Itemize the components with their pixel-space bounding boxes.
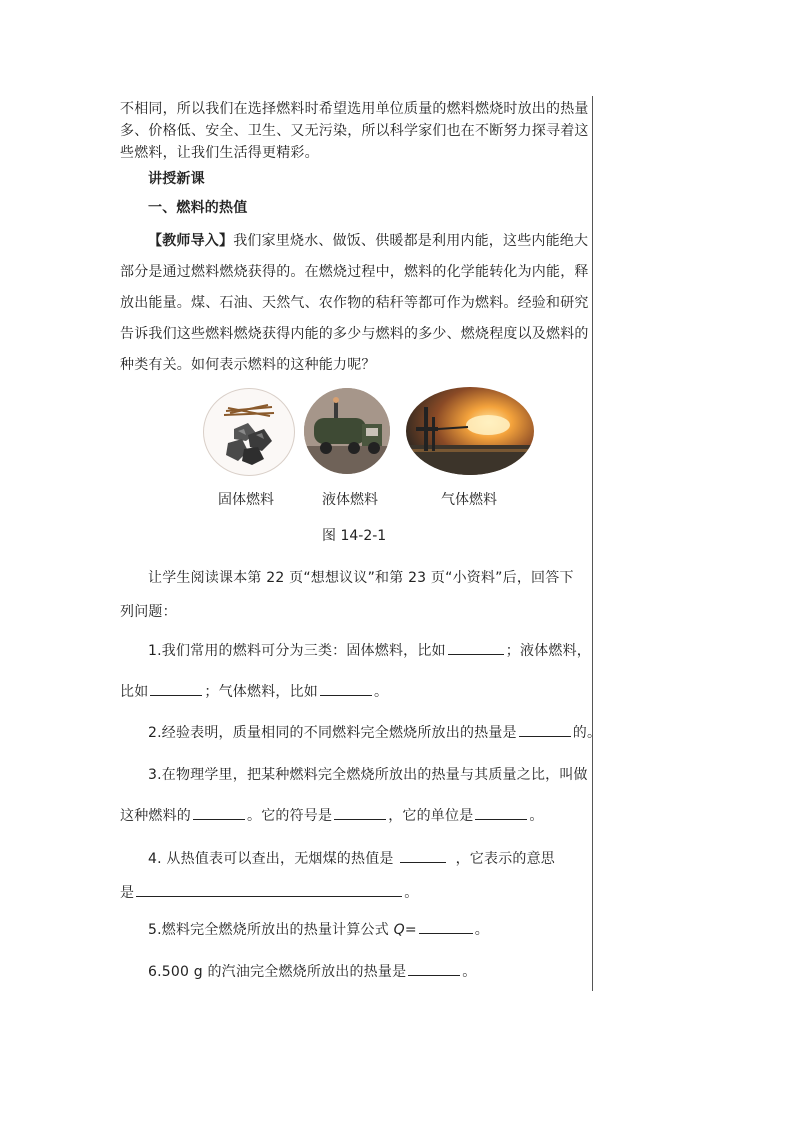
answer-blank-unit[interactable] (475, 807, 527, 820)
teacher-line-2: 部分是通过燃料燃烧获得的。在燃烧过程中，燃料的化学能转化为内能，释 (120, 264, 589, 280)
q1-text-e: 。 (374, 684, 389, 700)
q3-text-e: 。 (529, 808, 544, 824)
question-1-line-1 (148, 640, 591, 660)
caption-gas-fuel: 气体燃料 (441, 492, 497, 508)
intro-line-1: 不相同，所以我们在选择燃料时希望选用单位质量的燃料燃烧时放出的热量 (120, 101, 589, 117)
teacher-line-1-text: 我们家里烧水、做饭、供暖都是利用内能，这些内能绝大 (233, 233, 589, 249)
gas-flare-icon (406, 387, 534, 475)
answer-blank-symbol[interactable] (334, 807, 386, 820)
q3-text-b: 这种燃料的 (120, 808, 191, 824)
q3-text-d: ，它的单位是 (388, 808, 474, 824)
answer-blank-gasoline[interactable] (408, 963, 460, 976)
caption-solid-fuel: 固体燃料 (218, 492, 274, 508)
q6-text-b: 。 (462, 964, 477, 980)
answer-blank-meaning[interactable] (136, 884, 402, 897)
teacher-line-3: 放出能量。煤、石油、天然气、农作物的秸秆等都可作为燃料。经验和研究 (120, 295, 589, 311)
gas-fuel-image (406, 387, 534, 475)
teacher-line-5: 种类有关。如何表示燃料的这种能力呢？ (120, 357, 376, 373)
figure-title: 图 14-2-1 (322, 528, 387, 544)
tanker-truck-icon (304, 388, 390, 474)
q1-text-b: ；液体燃料， (505, 643, 591, 659)
q5-text-b: = (404, 922, 417, 938)
q6-text-a: 6.500 g 的汽油完全燃烧所放出的热量是 (148, 964, 407, 980)
q4-text-c: 是 (120, 885, 135, 901)
margin-rule (592, 96, 593, 991)
answer-blank-heat[interactable] (519, 724, 571, 737)
answer-blank-solid[interactable] (448, 642, 504, 655)
q3-text-c: 。它的符号是 (247, 808, 333, 824)
reading-line-2: 列问题： (120, 604, 177, 620)
q5-text-a: 5.燃料完全燃烧所放出的热量计算公式 (148, 922, 394, 938)
answer-blank-gas[interactable] (320, 683, 372, 696)
intro-line-2: 多、价格低、安全、卫生、又无污染，所以科学家们也在不断努力探寻着这 (120, 123, 589, 139)
heading-lecture: 讲授新课 (148, 171, 205, 187)
q4-text-b: ，它表示的意思 (455, 851, 556, 867)
question-3-line-2 (120, 805, 544, 825)
teacher-line-4: 告诉我们这些燃料燃烧获得内能的多少与燃料的多少、燃烧程度以及燃料的 (120, 326, 589, 342)
q1-text-c: 比如 (120, 684, 149, 700)
q1-text-d: ；气体燃料，比如 (204, 684, 319, 700)
intro-line-3: 些燃料，让我们生活得更精彩。 (120, 145, 319, 161)
answer-blank-name[interactable] (193, 807, 245, 820)
teacher-tag: 【教师导入】 (148, 233, 234, 249)
caption-liquid-fuel: 液体燃料 (322, 492, 378, 508)
answer-blank-coal-value[interactable] (400, 850, 446, 863)
q2-text-a: 2.经验表明，质量相同的不同燃料完全燃烧所放出的热量是 (148, 725, 517, 741)
question-3-line-1: 3.在物理学里，把某种燃料完全燃烧所放出的热量与其质量之比，叫做 (148, 767, 588, 783)
liquid-fuel-image (304, 388, 390, 474)
q5-variable: Q (393, 922, 405, 938)
teacher-line-1 (148, 230, 588, 250)
question-2 (148, 722, 601, 742)
coal-and-straw-icon (204, 389, 294, 475)
answer-blank-formula[interactable] (419, 921, 473, 934)
question-4-line-2 (120, 882, 418, 902)
q2-text-b: 的。 (572, 725, 602, 741)
reading-line-1: 让学生阅读课本第 22 页“想想议议”和第 23 页“小资料”后，回答下 (148, 570, 574, 586)
q5-text-c: 。 (474, 922, 489, 938)
q4-text-a: 4. 从热值表可以查出，无烟煤的热值是 (148, 851, 394, 867)
question-6 (148, 961, 476, 981)
answer-blank-liquid[interactable] (150, 683, 202, 696)
q1-text-a: 1.我们常用的燃料可分为三类：固体燃料，比如 (148, 643, 446, 659)
solid-fuel-image (203, 388, 295, 476)
question-5 (148, 919, 489, 939)
question-4-line-1 (148, 848, 555, 868)
question-1-line-2 (120, 681, 388, 701)
heading-section-1: 一、燃料的热值 (148, 200, 248, 216)
q4-text-d: 。 (404, 885, 419, 901)
